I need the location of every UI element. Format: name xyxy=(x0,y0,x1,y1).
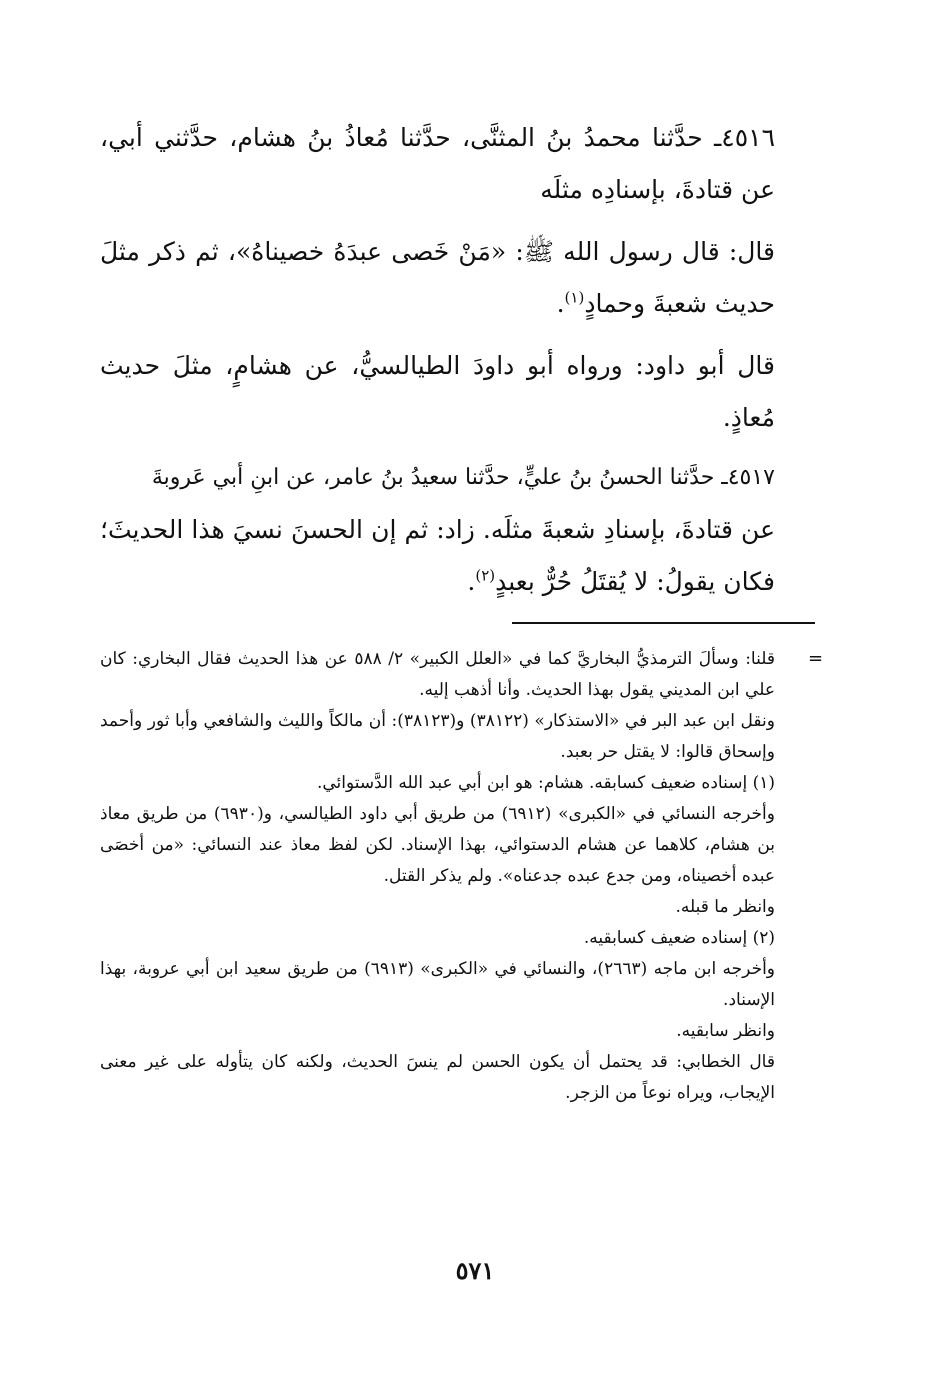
footnote-ref-2[interactable]: (٢) xyxy=(475,566,496,585)
abu-dawud-note xyxy=(100,340,815,444)
footnote-divider xyxy=(512,622,815,624)
footnote-line: قال الخطابي: قد يحتمل أن يكون الحسن لم ينسَ الحديث، ولكنه كان يتأوله على غير معنى الإيجاب، ويراه نوعاً من الزجر. xyxy=(100,1052,775,1103)
hadith-4516-text: ٤٥١٦ـ حدَّثنا محمدُ بنُ المثنَّى، حدَّثنا مُعاذُ بنُ هشام، حدَّثني أبي، عن قتادةَ، بإسنادِه مثلَه xyxy=(100,123,775,204)
footnote-2: (٢) إسناده ضعيف كسابقيه. xyxy=(583,928,775,948)
footnote-line: ونقل ابن عبد البر في «الاستذكار» (٣٨١٢٢) و(٣٨١٢٣): أن مالكاً والليث والشافعي وأبا ثور وأحمد وإسحاق قالوا: لا يقتل حر بعبد. xyxy=(100,711,775,762)
footnote-line: وانظر ما قبله. xyxy=(675,897,775,917)
footnotes xyxy=(100,644,815,1109)
abu-dawud-text: قال أبو داود: ورواه أبو داودَ الطيالسيُّ، عن هشامٍ، مثلَ حديث مُعاذٍ. xyxy=(100,351,775,432)
hadith-4517-body-text: عن قتادةَ، بإسنادِ شعبةَ مثلَه. زاد: ثم إن الحسنَ نسيَ هذا الحديثَ؛ فكان يقولُ: لا يُقتَلُ حُرٌّ بعبدٍ xyxy=(100,515,775,596)
footnote-ref-1[interactable]: (١) xyxy=(564,288,585,307)
hadith-4517-isnad-text: ٤٥١٧ـ حدَّثنا الحسنُ بنُ عليٍّ، حدَّثنا سعيدُ بنُ عامر، عن ابنِ أبي عَروبةَ xyxy=(151,465,775,490)
footnote-line: قلنا: وسألَ الترمذيُّ البخاريَّ كما في «العلل الكبير» ٢/ ٥٨٨ عن هذا الحديث فقال البخاري: كان علي ابن المديني يقول بهذا الحديث. وأنا أذهب إليه. xyxy=(100,649,775,700)
footnote-continuation-mark: = xyxy=(808,648,824,669)
footnote-line: وأخرجه النسائي في «الكبرى» (٦٩١٢) من طريق أبي داود الطيالسي، و(٦٩٣٠) من طريق معاذ بن هشام، كلاهما عن هشام الدستوائي، بهذا الإسناد. لكن لفظ معاذ عند النسائي: «من أخصَى عبده أخصيناه، ومن جدع عبده جدعناه». ولم يذكر القتل. xyxy=(100,804,775,886)
hadith-4517-isnad xyxy=(100,454,815,502)
hadith-4517-end: . xyxy=(467,567,476,596)
prophet-quote-text: قال: قال رسول الله ﷺ: «مَنْ خَصى عبدَهُ خصيناهُ»، ثم ذكر مثلَ حديث شعبةَ وحمادٍ xyxy=(100,237,775,318)
prophet-quote xyxy=(100,226,815,330)
footnote-line: وانظر سابقيه. xyxy=(676,1021,775,1041)
prophet-quote-end: . xyxy=(556,289,565,318)
hadith-4516 xyxy=(100,112,815,216)
footnote-1: (١) إسناده ضعيف كسابقه. هشام: هو ابن أبي عبد الله الدَّستوائي. xyxy=(316,773,775,793)
page-number: ٥٧١ xyxy=(455,1256,495,1285)
hadith-4517-body xyxy=(100,504,815,608)
footnote-line: وأخرجه ابن ماجه (٢٦٦٣)، والنسائي في «الكبرى» (٦٩١٣) من طريق سعيد ابن أبي عروبة، بهذا الإسناد. xyxy=(100,959,776,1010)
main-text xyxy=(100,112,815,618)
